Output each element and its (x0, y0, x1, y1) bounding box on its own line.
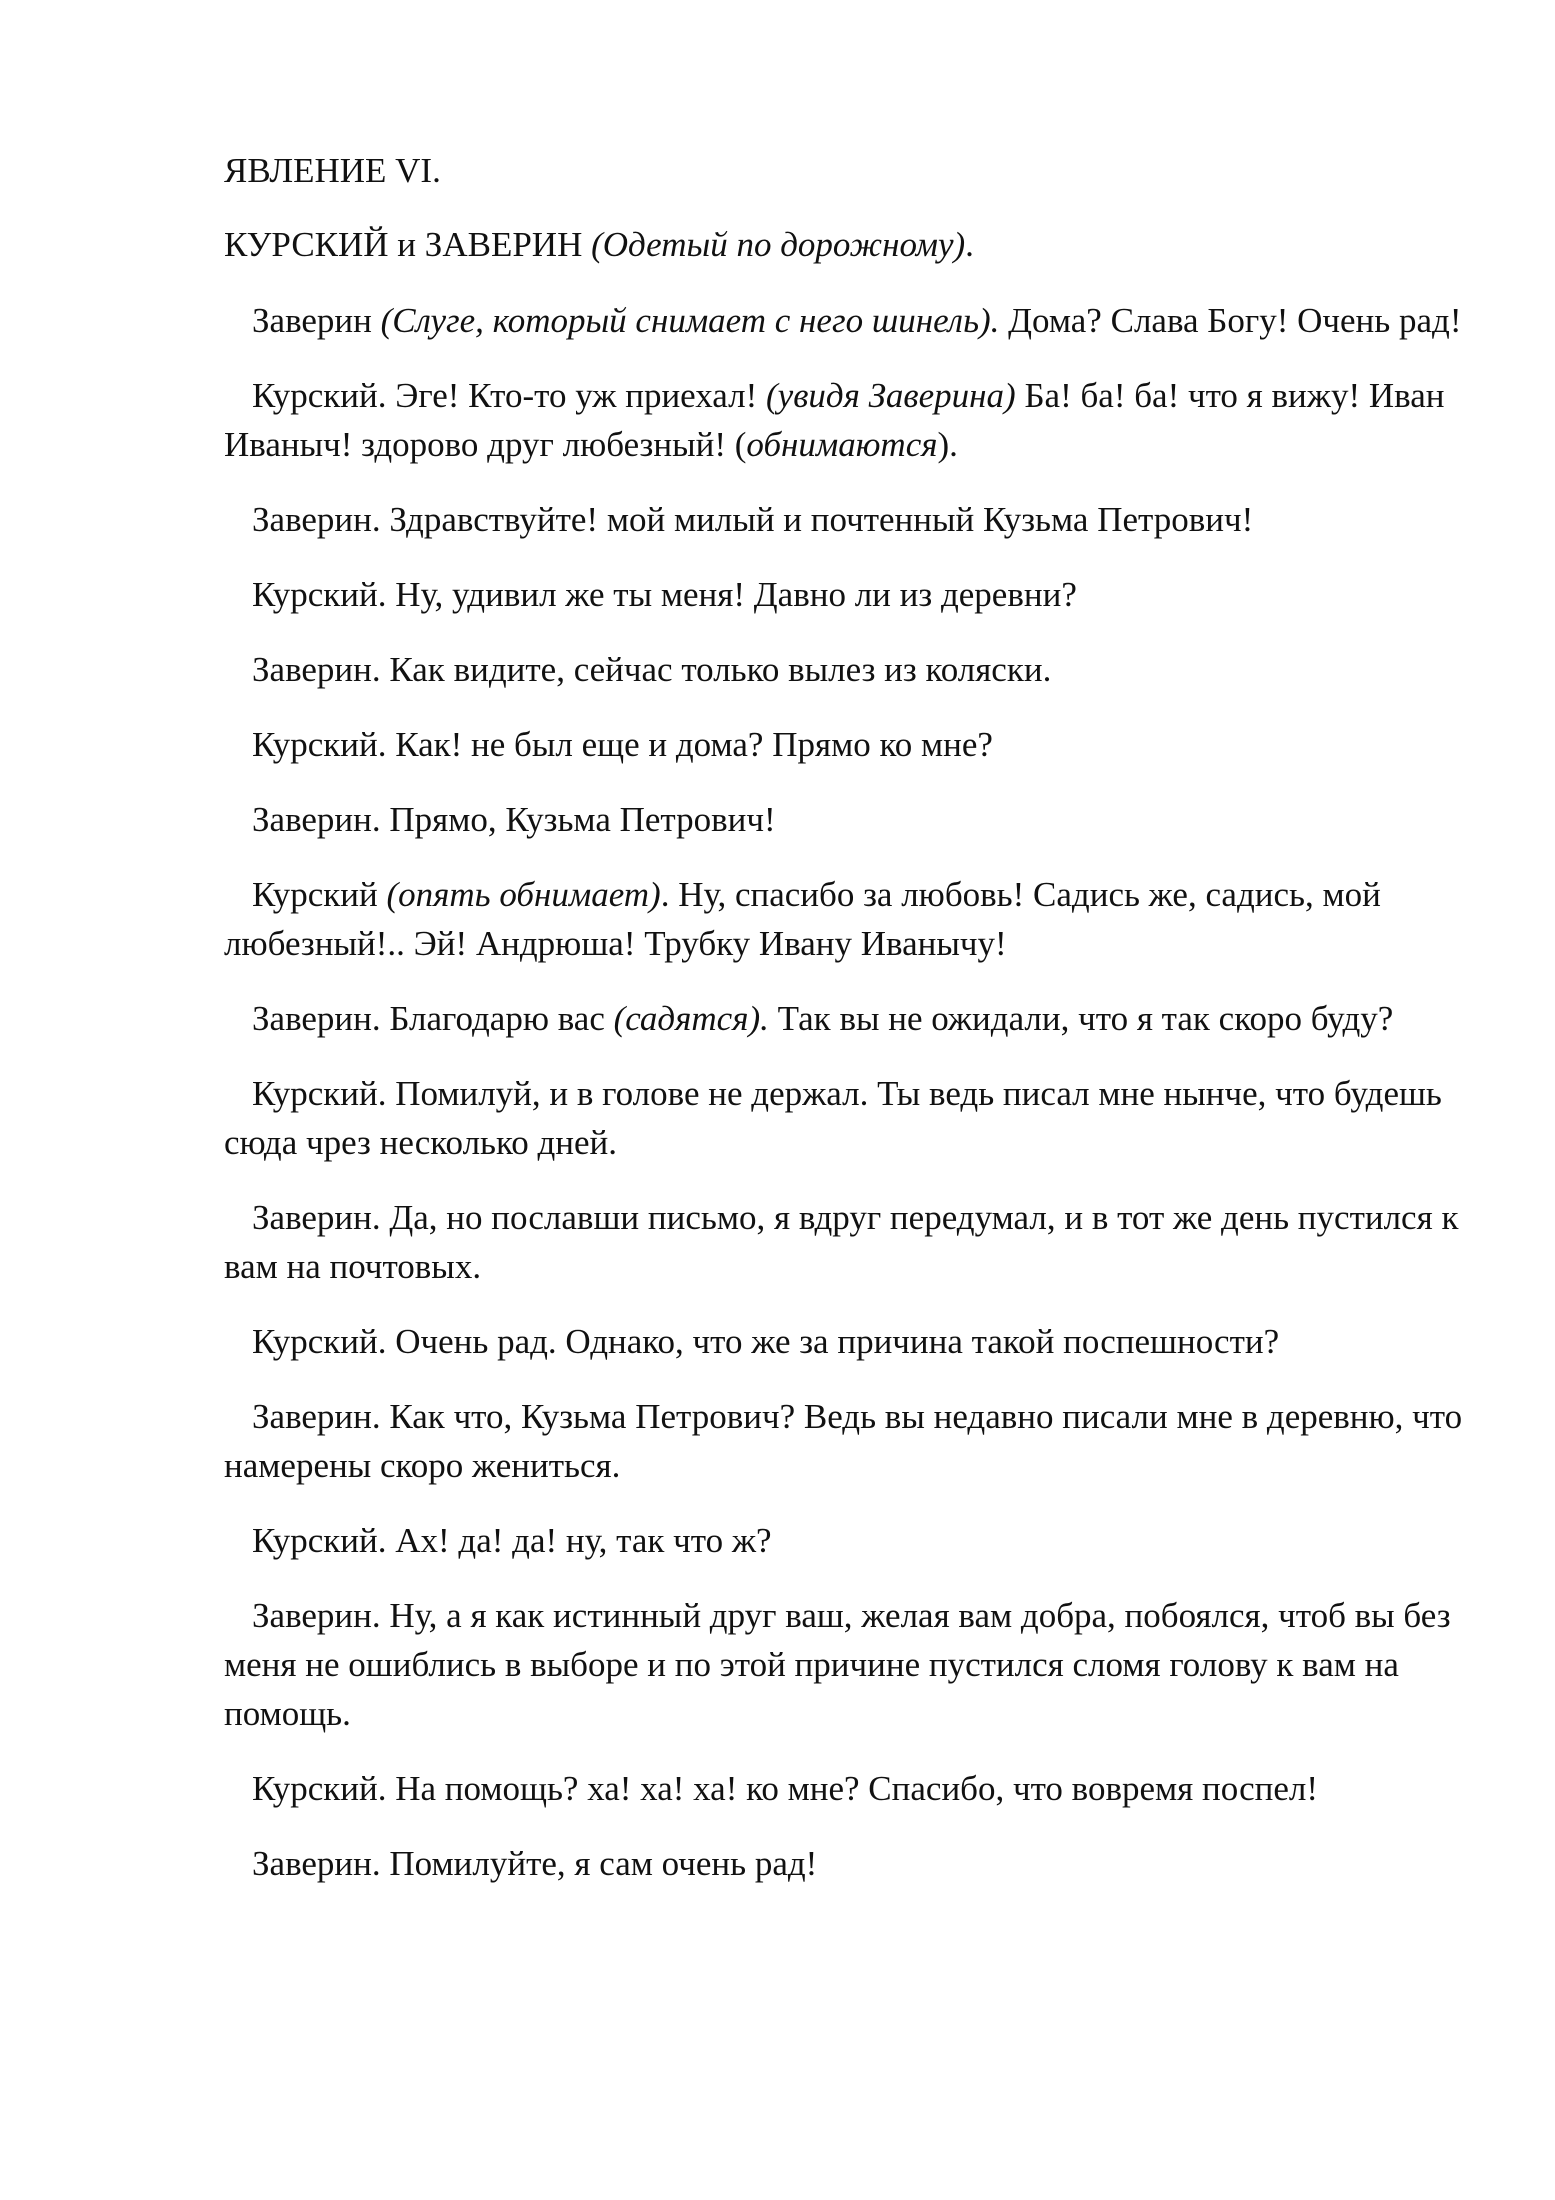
dialogue-line (224, 1516, 1464, 1565)
scene-cast (224, 220, 1464, 269)
line-text: Ну, а я как истинный друг ваш, желая вам добра, побоялся, чтоб вы без меня не ошиблись в выборе и по этой причине пустился сломя голову к вам на помощь. (224, 1596, 1451, 1733)
speaker-name: Заверин. (252, 1397, 390, 1436)
line-text: Ах! да! да! ну, так что ж? (395, 1521, 772, 1560)
speaker-name: Курский. (252, 575, 396, 614)
speaker-name: Курский. (252, 1322, 396, 1361)
dialogue-line (224, 1317, 1464, 1366)
stage-direction: (Слуге, который снимает с него шинель). (380, 301, 1000, 340)
line-text: На помощь? ха! ха! ха! ко мне? Спасибо, что вовремя поспел! (395, 1769, 1319, 1808)
speaker-name: Курский. (252, 725, 396, 764)
speaker-name: Курский. (252, 1769, 396, 1808)
line-text: Да, но пославши письмо, я вдруг передумал, и в тот же день пустился к вам на почтовых. (224, 1198, 1459, 1286)
speaker-name: Курский. (252, 1521, 396, 1560)
speaker-name: Заверин. (252, 650, 390, 689)
line-text: Ну, удивил же ты меня! Давно ли из деревни? (395, 575, 1077, 614)
stage-direction: (опять обнимает) (386, 875, 661, 914)
speaker-name: Заверин. (252, 800, 390, 839)
dialogue-line (224, 994, 1464, 1043)
line-text: Как видите, сейчас только вылез из коляски. (389, 650, 1052, 689)
line-text: Очень рад. Однако, что же за причина такой поспешности? (395, 1322, 1280, 1361)
speaker-name: Заверин. (252, 500, 390, 539)
line-text: Помилуйте, я сам очень рад! (389, 1844, 818, 1883)
dialogue-line (224, 645, 1464, 694)
line-text: Помилуй, и в голове не держал. Ты ведь писал мне нынче, что будешь сюда чрез несколько дней. (224, 1074, 1442, 1162)
speaker-name: Заверин. (252, 1844, 390, 1883)
stage-direction: обнимаются (746, 425, 938, 464)
dialogue-line (224, 1069, 1464, 1167)
dialogue-line (224, 296, 1464, 345)
dialogue-line (224, 1392, 1464, 1490)
stage-direction: (увидя Заверина) (766, 376, 1016, 415)
dialogue-line (224, 1591, 1464, 1738)
line-text: Ба! ба! ба! что я вижу! Иван Иваныч! здорово друг любезный! ( (224, 376, 1445, 464)
speaker-name: Заверин. (252, 1198, 390, 1237)
line-text: Дома? Слава Богу! Очень рад! (999, 301, 1462, 340)
cast-end: . (965, 225, 974, 264)
dialogue-line (224, 720, 1464, 769)
dialogue-line (224, 1193, 1464, 1291)
speaker-name: Курский (252, 875, 387, 914)
speaker-name: Курский. (252, 1074, 396, 1113)
line-text: Здравствуйте! мой милый и почтенный Кузьма Петрович! (389, 500, 1254, 539)
dialogue-line (224, 1764, 1464, 1813)
line-text: Так вы не ожидали, что я так скоро буду? (768, 999, 1394, 1038)
speaker-name: Заверин (252, 301, 381, 340)
dialogue-line (224, 1839, 1464, 1888)
speaker-name: Заверин. (252, 1596, 390, 1635)
line-text: Эге! Кто-то уж приехал! (395, 376, 766, 415)
line-text: Благодарю вас (389, 999, 614, 1038)
stage-direction: (садятся). (613, 999, 769, 1038)
dialogue-line (224, 795, 1464, 844)
line-text: Как! не был еще и дома? Прямо ко мне? (395, 725, 993, 764)
dialogue-line (224, 570, 1464, 619)
scene-heading: ЯВЛЕНИЕ VI. (224, 151, 441, 190)
dialogue-line (224, 870, 1464, 968)
line-text: Как что, Кузьма Петрович? Ведь вы недавно писали мне в деревню, что намерены скоро жениться. (224, 1397, 1463, 1485)
speaker-name: Курский. (252, 376, 396, 415)
cast-names: КУРСКИЙ и ЗАВЕРИН (224, 225, 592, 264)
line-text: . Ну, спасибо за любовь! Садись же, садись, мой любезный!.. Эй! Андрюша! Трубку Ивану Иванычу! (224, 875, 1381, 963)
speaker-name: Заверин. (252, 999, 390, 1038)
line-text: Прямо, Кузьма Петрович! (389, 800, 776, 839)
document-page (224, 146, 1464, 1914)
line-text: ). (937, 425, 958, 464)
dialogue-line (224, 371, 1464, 469)
dialogue-line (224, 495, 1464, 544)
cast-stage-direction: (Одетый по дорожному) (591, 225, 966, 264)
